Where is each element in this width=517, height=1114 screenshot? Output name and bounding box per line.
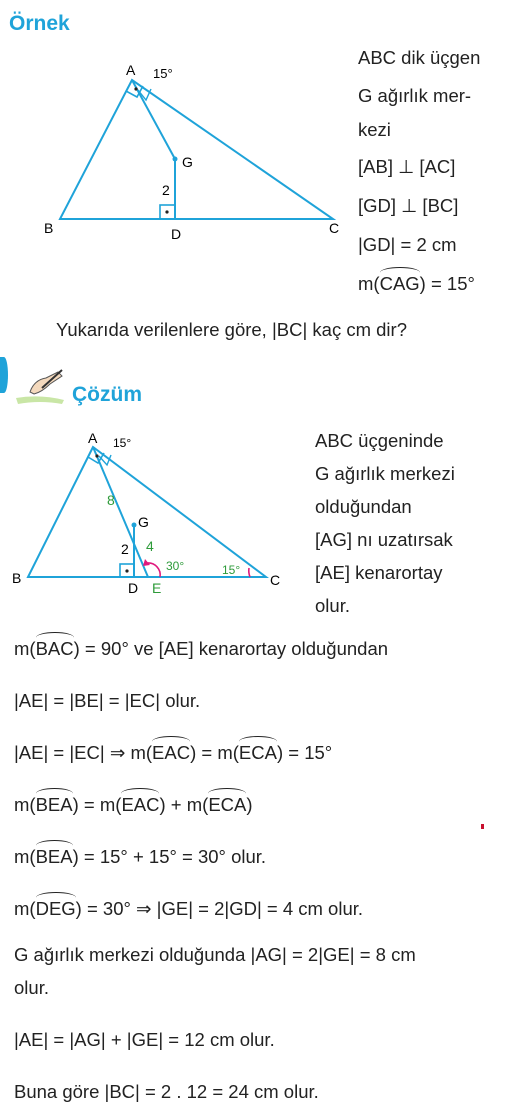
label-gd: 2 <box>162 182 170 198</box>
label-g: G <box>182 154 193 170</box>
point-g-solution <box>132 523 137 528</box>
triangle-abc <box>60 80 333 219</box>
arc-15 <box>249 568 250 577</box>
dot-d <box>165 210 168 213</box>
step-8: |AE| = |AG| + |GE| = 12 cm olur. <box>14 1029 275 1050</box>
intro-2: G ağırlık merkezi <box>315 463 455 484</box>
intro-5: [AE] kenarortay <box>315 562 443 583</box>
label-angle-e: 30° <box>166 559 185 573</box>
red-mark <box>481 824 484 829</box>
label-ge: 4 <box>146 538 154 554</box>
given-1: ABC dik üçgen <box>358 47 481 68</box>
step-1: m(BAC) = 90° ve [AE] kenarortay olduğundan <box>14 638 389 659</box>
example-title: Örnek <box>9 12 70 35</box>
solution-figure <box>0 425 310 605</box>
label-c: C <box>329 220 340 236</box>
step-9: Buna göre |BC| = 2 . 12 = 24 cm olur. <box>14 1081 319 1102</box>
label-c-solution: C <box>270 572 281 588</box>
writing-hand-icon <box>12 366 68 406</box>
segment-ag <box>132 80 175 159</box>
step-7: G ağırlık merkezi olduğunda |AG| = 2|GE| = 8 cm <box>14 944 416 965</box>
step-2: |AE| = |BE| = |EC| olur. <box>14 690 201 711</box>
point-g <box>173 157 178 162</box>
triangle-abc-solution <box>28 447 266 577</box>
label-g-solution: G <box>138 514 149 530</box>
step-6: m(DEG) = 30° ⇒ |GE| = 2|GD| = 4 cm olur. <box>14 898 364 919</box>
step-5: m(BEA) = 15° + 15° = 30° olur. <box>14 846 267 867</box>
example-question: Yukarıda verilenlere göre, |BC| kaç cm dir? <box>56 319 407 340</box>
given-3: kezi <box>358 119 391 140</box>
label-e: E <box>152 580 162 596</box>
intro-4: [AG] nı uzatırsak <box>315 529 453 550</box>
example-figure <box>0 55 350 245</box>
intro-6: olur. <box>315 595 350 616</box>
step-4: m(BEA) = m(EAC) + m(ECA) <box>14 794 253 815</box>
dot-d-solution <box>125 569 128 572</box>
given-5: [GD] ⊥ [BC] <box>358 195 459 216</box>
label-a: A <box>126 62 136 78</box>
label-b: B <box>44 220 54 236</box>
label-angle-c: 15° <box>222 563 241 577</box>
solution-title: Çözüm <box>72 383 142 406</box>
label-ag: 8 <box>107 492 115 508</box>
step-7b: olur. <box>14 977 49 998</box>
label-d-solution: D <box>128 580 139 596</box>
given-4: [AB] ⊥ [AC] <box>358 156 456 177</box>
label-gd-solution: 2 <box>121 541 129 557</box>
dot-a <box>134 87 137 90</box>
step-3: |AE| = |EC| ⇒ m(EAC) = m(ECA) = 15° <box>14 742 333 763</box>
given-2: G ağırlık mer- <box>358 85 472 106</box>
label-b-solution: B <box>12 570 22 586</box>
dot-a-solution <box>95 454 98 457</box>
intro-1: ABC üçgeninde <box>315 430 444 451</box>
given-6: |GD| = 2 cm <box>358 234 457 255</box>
label-a-solution: A <box>88 430 98 446</box>
intro-3: olduğundan <box>315 496 412 517</box>
label-angle: 15° <box>153 66 173 81</box>
label-angle-a: 15° <box>113 436 132 450</box>
label-d: D <box>171 226 182 242</box>
given-7: m(CAG) = 15° <box>358 273 475 294</box>
section-marker <box>0 357 8 393</box>
